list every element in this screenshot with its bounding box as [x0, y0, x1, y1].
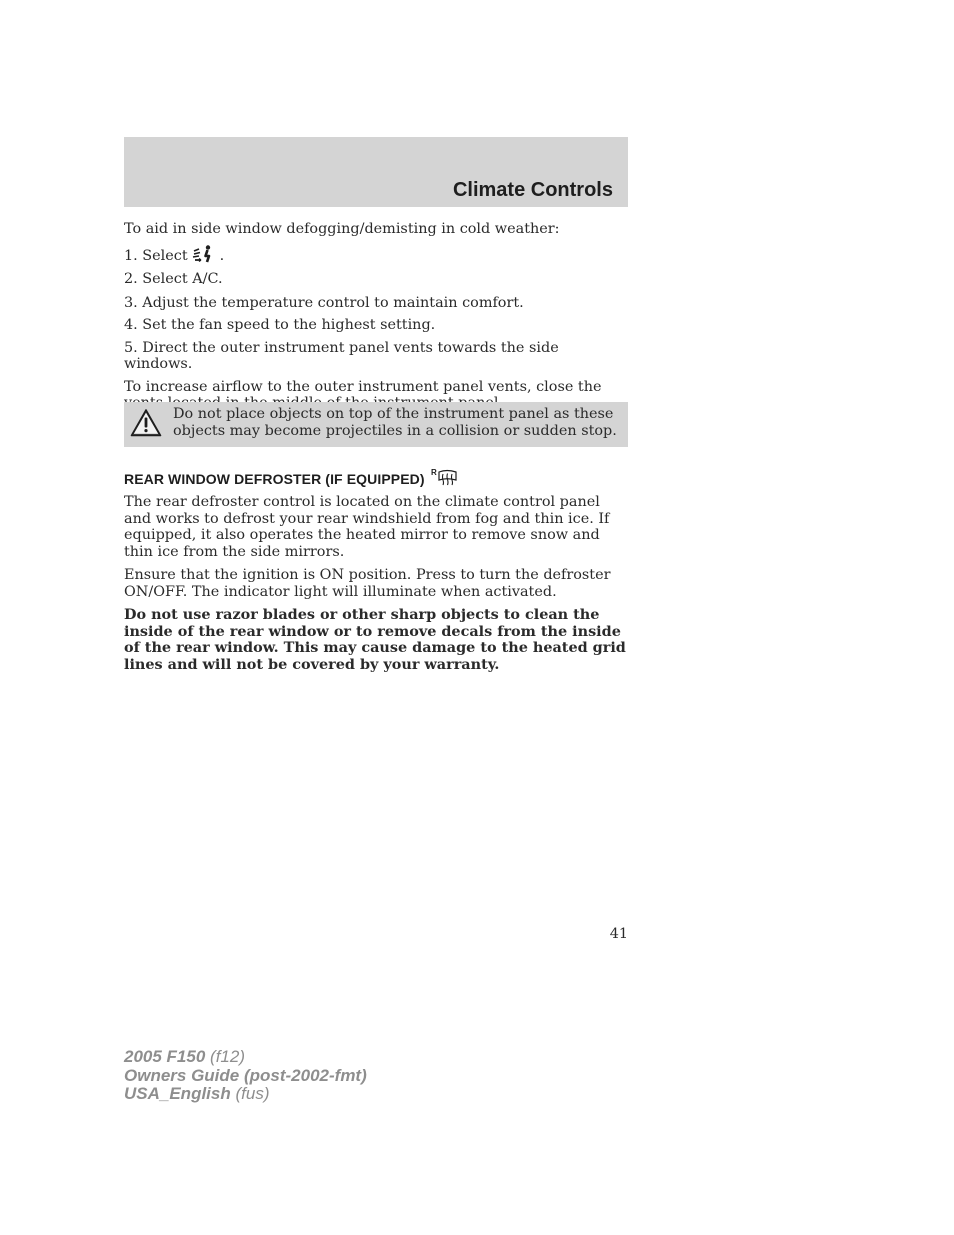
page-number: 41: [609, 926, 628, 942]
warning-text: Do not place objects on top of the instrument panel as these objects may become projectiles in a collision or sudden stop.: [173, 406, 617, 439]
rear-defroster-section: [124, 494, 628, 680]
defroster-paragraph-2: Ensure that the ignition is ON position. Press to turn the defroster ON/OFF. The indicator light will illuminate when activated.: [124, 567, 611, 600]
intro-text: To aid in side window defogging/demisting in cold weather:: [124, 221, 560, 237]
footer-line-2: [124, 1067, 367, 1086]
rear-defrost-icon: [431, 468, 461, 486]
step-2: 2. Select A/C.: [124, 271, 223, 287]
footer-model: 2005 F150: [124, 1047, 206, 1066]
defroster-caution: Do not use razor blades or other sharp objects to clean the inside of the rear window or to remove decals from the inside of the rear window. This may cause damage to the heated grid lines and will not be covered by your warranty.: [124, 606, 626, 673]
warning-box: [124, 402, 628, 447]
instructions-block: [124, 221, 628, 412]
section-heading-text: REAR WINDOW DEFROSTER (IF EQUIPPED): [124, 471, 425, 487]
section-header-band: [124, 137, 628, 207]
footer-language-code: (fus): [235, 1084, 270, 1103]
step-4: 4. Set the fan speed to the highest setting.: [124, 317, 436, 333]
step-1: [124, 245, 628, 265]
floor-defrost-vent-icon: [192, 245, 214, 263]
rear-defrost-icon-letter: R: [430, 468, 437, 477]
step-1-prefix: 1. Select: [124, 247, 188, 264]
footer-language: USA_English: [124, 1084, 231, 1103]
step-3: 3. Adjust the temperature control to maintain comfort.: [124, 294, 524, 311]
warning-triangle-icon: [130, 408, 162, 438]
step-5: 5. Direct the outer instrument panel vents towards the side windows.: [124, 339, 559, 372]
document-footer: [124, 1048, 367, 1104]
footer-model-code: (f12): [210, 1047, 245, 1066]
airflow-note: To increase airflow to the outer instrument panel vents, close the: [124, 378, 602, 395]
step-1-suffix: .: [219, 247, 225, 264]
footer-line-1: [124, 1048, 367, 1067]
page-title: Climate Controls: [452, 179, 613, 201]
defroster-paragraph-1: The rear defroster control is located on the climate control panel and works to defrost your rear windshield from fog and thin ice. If equipped, it also operates the heated mirror to remove snow and thin ice from the side mirrors.: [124, 494, 610, 560]
section-heading: [124, 468, 461, 487]
footer-line-3: [124, 1085, 367, 1104]
footer-guide: Owners Guide (post-2002-fmt): [124, 1065, 367, 1085]
